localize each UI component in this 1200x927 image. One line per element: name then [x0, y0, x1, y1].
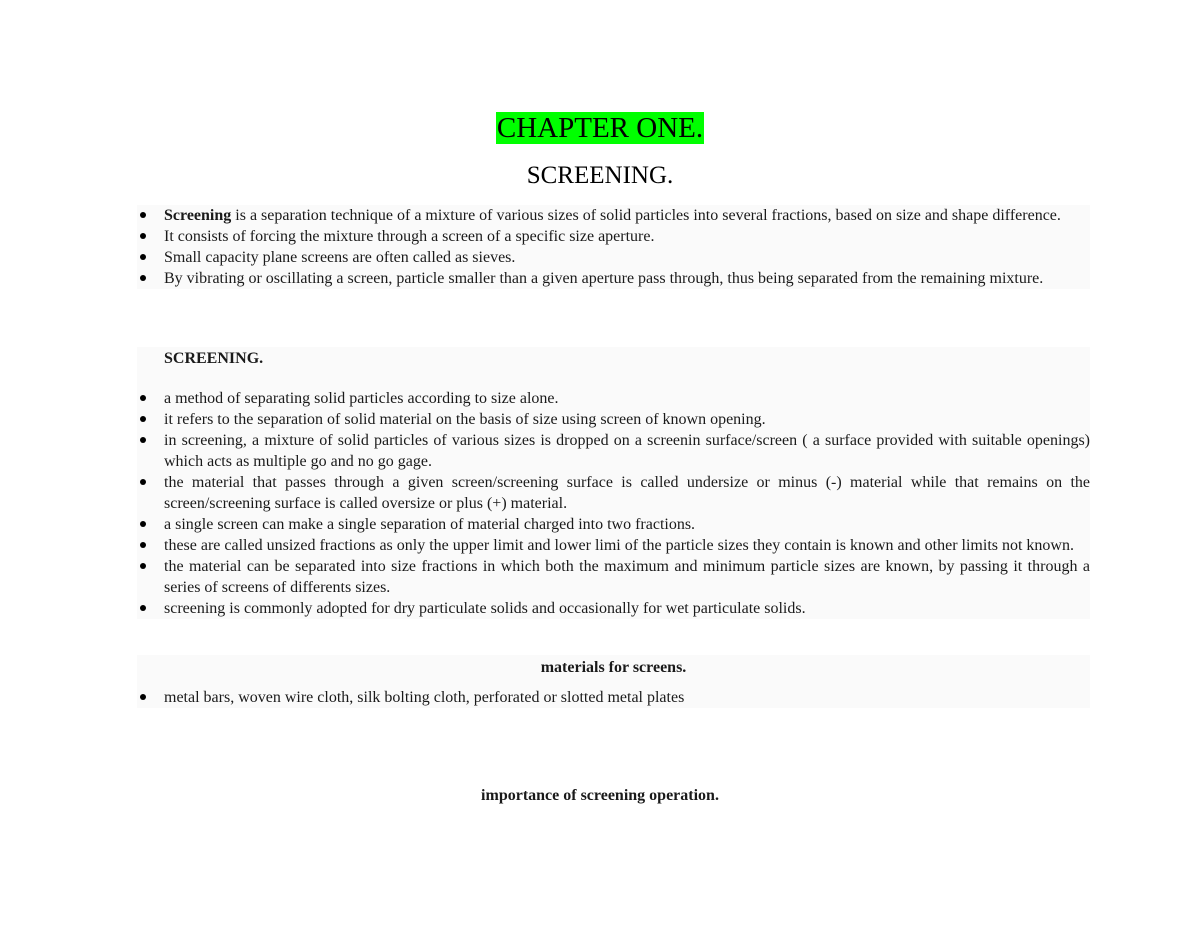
list-item: the material can be separated into size fractions in which both the maximum and minimum particle sizes are known, by passing it through a series of screens of differents sizes. [137, 556, 1090, 598]
list-item-text: It consists of forcing the mixture through a screen of a specific size aperture. [164, 228, 655, 245]
list-item [137, 268, 1090, 289]
list-item: in screening, a mixture of solid particles of various sizes is dropped on a screenin surface/screen ( a surface provided with suitable openings) which acts as multiple go and no go gage. [137, 430, 1090, 472]
list-item: it refers to the separation of solid material on the basis of size using screen of known opening. [137, 409, 1090, 430]
term-screening: Screening [164, 207, 232, 224]
list-item: a method of separating solid particles according to size alone. [137, 388, 1090, 409]
list-item-text: By vibrating or oscillating a screen, particle smaller than a given aperture pass through, thus being separated from the remaining mixture. [164, 270, 1044, 287]
list-item: screening is commonly adopted for dry particulate solids and occasionally for wet particulate solids. [137, 598, 1090, 619]
screening-bullet-list [137, 388, 1090, 619]
list-item: a single screen can make a single separation of material charged into two fractions. [137, 514, 1090, 535]
chapter-title-text: CHAPTER ONE. [496, 112, 704, 144]
section-title: SCREENING. [526, 162, 674, 189]
intro-section [137, 205, 1090, 289]
list-item: the material that passes through a given screen/screening surface is called undersize or minus (-) material while that remains on the screen/screening surface is called oversize or plus (+) material. [137, 472, 1090, 514]
importance-heading: importance of screening operation. [481, 787, 719, 804]
materials-section [137, 655, 1090, 708]
screening-section [137, 347, 1090, 619]
list-item: metal bars, woven wire cloth, silk bolting cloth, perforated or slotted metal plates [137, 687, 1090, 708]
list-item-text: is a separation technique of a mixture of various sizes of solid particles into several fractions, based on size and shape difference. [231, 207, 1061, 224]
list-item-text: Small capacity plane screens are often called as sieves. [164, 249, 516, 266]
list-item [137, 247, 1090, 268]
list-item [137, 226, 1090, 247]
screening-subheading: SCREENING. [164, 350, 264, 367]
chapter-title [0, 110, 1200, 146]
intro-bullet-list [137, 205, 1090, 289]
materials-heading: materials for screens. [540, 659, 687, 676]
list-item [137, 205, 1090, 226]
list-item: these are called unsized fractions as only the upper limit and lower limi of the particle sizes they contain is known and other limits not known. [137, 535, 1090, 556]
materials-bullet-list [137, 687, 1090, 708]
